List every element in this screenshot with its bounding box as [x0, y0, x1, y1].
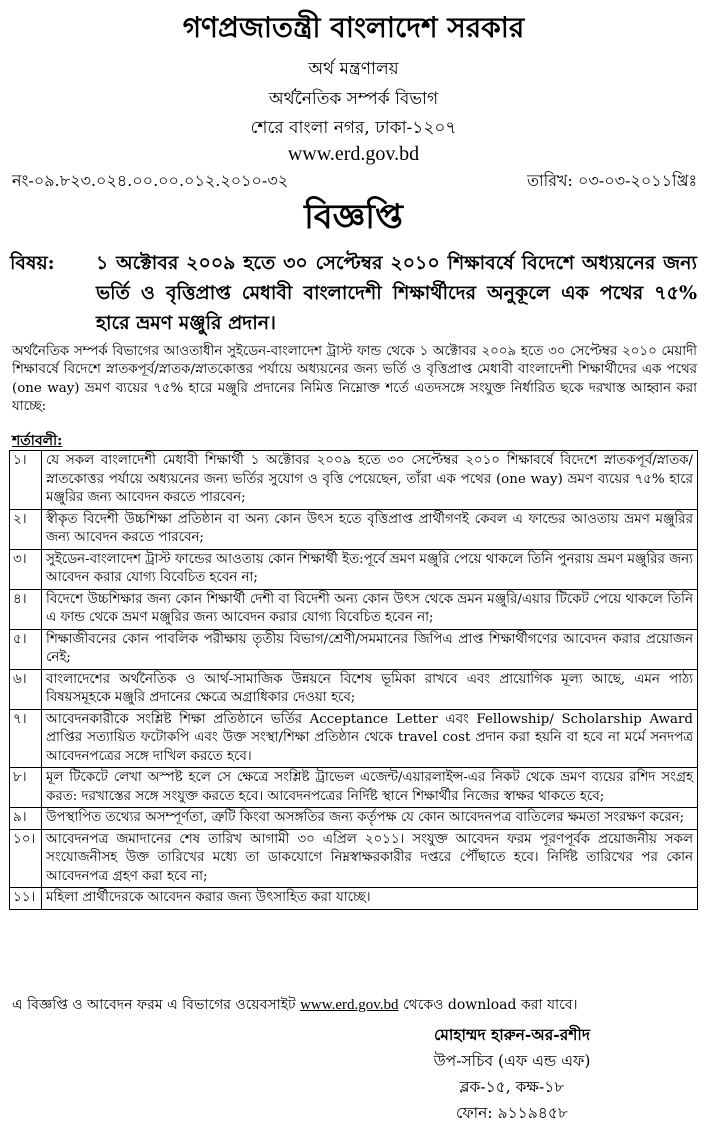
condition-number: ৬।	[10, 669, 42, 709]
condition-row	[10, 669, 698, 709]
subject-label: বিষয়:	[10, 252, 55, 274]
condition-text: শিক্ষাজীবনের কোন পাবলিক পরীক্ষায় তৃতীয় বিভাগ/শ্রেণী/সমমানের জিপিএ প্রাপ্ত শিক্ষার্থীগণের আবেদন করার প্রয়োজন নেই;	[42, 629, 698, 669]
condition-number: ৪।	[10, 589, 42, 629]
condition-row	[10, 829, 698, 888]
condition-row	[10, 768, 698, 808]
download-note-before: এ বিজ্ঞপ্তি ও আবেদন ফরম এ বিভাগের ওয়েবসাইট	[12, 997, 296, 1013]
notice-title: বিজ্ঞপ্তি	[304, 197, 403, 237]
signatory-designation: উপ-সচিব (এফ এন্ড এফ)	[433, 1052, 591, 1070]
condition-number: ২।	[10, 509, 42, 549]
condition-row	[10, 629, 698, 669]
condition-row	[10, 549, 698, 589]
signatory-name: মোহাম্মদ হারুন-অর-রশীদ	[434, 1025, 590, 1044]
condition-row	[10, 709, 698, 768]
signature-block	[387, 1022, 637, 1126]
condition-text: আবেদনপত্র জমাদানের শেষ তারিখ আগামী ৩০ এপ্রিল ২০১১। সংযুক্ত আবেদন ফরম পূরণপূর্বক প্রয়োজনীয় সকল সংযোজনীসহ উক্ত তারিখের মধ্যে তা ডাকযোগে নিম্নস্বাক্ষরকারীর দপ্তরে পৌঁছাতে হবে। নির্দিষ্ট তারিখের পর কোন আবেদনপত্র গ্রহণ করা হবে না;	[42, 829, 698, 888]
condition-row	[10, 589, 698, 629]
condition-text: বাংলাদেশের অর্থনৈতিক ও আর্থ-সামাজিক উন্নয়নে বিশেষ ভূমিকা রাখবে এবং প্রায়োগিক মূল্য আছে, এমন পাঠ্য বিষয়সমূহকে মঞ্জুরি প্রদানের ক্ষেত্রে অগ্রাধিকার দেওয়া হবে;	[42, 669, 698, 709]
download-note	[12, 996, 697, 1015]
condition-number: ৮।	[10, 768, 42, 808]
subject-text: ১ অক্টোবর ২০০৯ হতে ৩০ সেপ্টেম্বর ২০১০ শিক্ষাবর্ষে বিদেশে অধ্যয়নের জন্য ভর্তি ও বৃত্তিপ্রাপ্ত মেধাবী বাংলাদেশী শিক্ষার্থীদের অনুকূলে এক পথের ৭৫% হারে ভ্রমণ মঞ্জুরি প্রদান।	[96, 252, 697, 334]
condition-number: ৫।	[10, 629, 42, 669]
office-address: শেরে বাংলা নগর, ঢাকা-১২০৭	[250, 118, 457, 138]
condition-number: ১১।	[10, 888, 42, 910]
division-name: অর্থনৈতিক সম্পর্ক বিভাগ	[268, 89, 439, 109]
intro-paragraph: অর্থনৈতিক সম্পর্ক বিভাগের আওতাধীন সুইডেন-বাংলাদেশ ট্রাস্ট ফান্ড থেকে ১ অক্টোবর ২০০৯ হতে ৩০ সেপ্টেম্বর ২০১০ মেয়াদী শিক্ষাবর্ষে বিদেশে স্নাতকপূর্ব/স্নাতক/স্নাতকোত্তর পর্যায়ে অধ্যয়নের জন্য ভর্তি ও বৃত্তিপ্রাপ্ত মেধাবী বাংলাদেশী শিক্ষার্থীদের এক পথের (one way) ভ্রমণ ব্যয়ের ৭৫% হারে মঞ্জুরি প্রদানের নিমিত্ত নিম্নোক্ত শর্তে এতদসঙ্গে সংযুক্ত নির্ধারিত ছকে দরখাস্ত আহ্বান করা যাচ্ছে:	[12, 344, 697, 415]
condition-text: মহিলা প্রার্থীদেরকে আবেদন করার জন্য উৎসাহিত করা যাচ্ছে।	[42, 888, 698, 910]
memo-date: তারিখ: ০৩-০৩-২০১১খ্রিঃ	[526, 171, 697, 190]
reference-line	[12, 170, 697, 192]
signatory-phone: ফোন: ৯১১৯৪৫৮	[456, 1104, 568, 1122]
condition-number: ৩।	[10, 549, 42, 589]
condition-text: সুইডেন-বাংলাদেশ ট্রাস্ট ফান্ডের আওতায় কোন শিক্ষার্থী ইত:পূর্বে ভ্রমণ মঞ্জুরি পেয়ে থাকলে তিনি পুনরায় ভ্রমণ মঞ্জুরির জন্য আবেদন করার যোগ্য বিবেচিত হবেন না;	[42, 549, 698, 589]
condition-row	[10, 888, 698, 910]
website-header: www.erd.gov.bd	[287, 143, 420, 165]
condition-number: ১০।	[10, 829, 42, 888]
conditions-label: শর্তাবলী:	[12, 433, 63, 449]
condition-number: ৯।	[10, 808, 42, 830]
memo-number: নং-০৯.৮২৩.০২৪.০০.০০.০১২.২০১০-৩২	[12, 171, 289, 190]
website-link[interactable]: www.erd.gov.bd	[300, 997, 399, 1013]
government-title: গণপ্রজাতন্ত্রী বাংলাদেশ সরকার	[182, 11, 525, 44]
signatory-room: ব্লক-১৫, কক্ষ-১৮	[459, 1078, 565, 1096]
condition-number: ৭।	[10, 709, 42, 768]
condition-text: যে সকল বাংলাদেশী মেধাবী শিক্ষার্থী ১ অক্টোবর ২০০৯ হতে ৩০ সেপ্টেম্বর ২০১০ শিক্ষাবর্ষে বিদেশে স্নাতকপূর্ব/স্নাতক/স্নাতকোত্তর পর্যায়ে অধ্যয়নের জন্য ভর্তির সুযোগ ও বৃত্তি পেয়েছেন, তাঁরা এক পথের (one way) ভ্রমণ ব্যয়ের ৭৫% হারে মঞ্জুরির জন্য আবেদন করতে পারবেন;	[42, 451, 698, 510]
conditions-table	[9, 450, 698, 910]
condition-text: স্বীকৃত বিদেশী উচ্চশিক্ষা প্রতিষ্ঠান বা অন্য কোন উৎস হতে বৃত্তিপ্রাপ্ত প্রার্থীগণই কেবল এ ফান্ডের আওতায় ভ্রমণ মঞ্জুরির জন্য আবেদন করতে পারবেন;	[42, 509, 698, 549]
condition-row	[10, 509, 698, 549]
condition-number: ১।	[10, 451, 42, 510]
condition-text: আবেদনকারীকে সংশ্লিষ্ট শিক্ষা প্রতিষ্ঠানে ভর্তির Acceptance Letter এবং Fellowship/ Scholarship Award প্রাপ্তির সত্যায়িত ফটোকপি এবং উক্ত সংস্থা/শিক্ষা প্রতিষ্ঠান থেকে travel cost প্রদান করা হয়নি বা হবে না মর্মে সনদপত্র আবেদনপত্রের সঙ্গে দাখিল করতে হবে।	[42, 709, 698, 768]
condition-row	[10, 451, 698, 510]
condition-row	[10, 808, 698, 830]
subject-block	[10, 248, 697, 338]
ministry-name: অর্থ মন্ত্রণালয়	[308, 59, 399, 79]
condition-text: মূল টিকেটে লেখা অস্পষ্ট হলে সে ক্ষেত্রে সংশ্লিষ্ট ট্রাভেল এজেন্ট/এয়ারলাইন্স-এর নিকট থেকে ভ্রমণ ব্যয়ের রশিদ সংগ্রহ করত: দরখাস্তের সঙ্গে সংযুক্ত করতে হবে। আবেদনপত্রের নির্দিষ্ট স্থানে শিক্ষার্থীর নিজের স্বাক্ষর থাকতে হবে;	[42, 768, 698, 808]
download-note-after: থেকেও download করা যাবে।	[402, 997, 578, 1013]
condition-text: উপস্থাপিত তথ্যের অসম্পূর্ণতা, ত্রুটি কিংবা অসঙ্গতির জন্য কর্তৃপক্ষ যে কোন আবেদনপত্র বাতিলের ক্ষমতা সংরক্ষণ করেন;	[42, 808, 698, 830]
condition-text: বিদেশে উচ্চশিক্ষার জন্য কোন শিক্ষার্থী দেশী বা বিদেশী অন্য কোন উৎস থেকে ভ্রমন মঞ্জুরি/এয়ার টিকেট পেয়ে থাকলে তিনি এ ফান্ড থেকে ভ্রমণ মঞ্জুরির জন্য আবেদন করার যোগ্য বিবেচিত হবেন না;	[42, 589, 698, 629]
